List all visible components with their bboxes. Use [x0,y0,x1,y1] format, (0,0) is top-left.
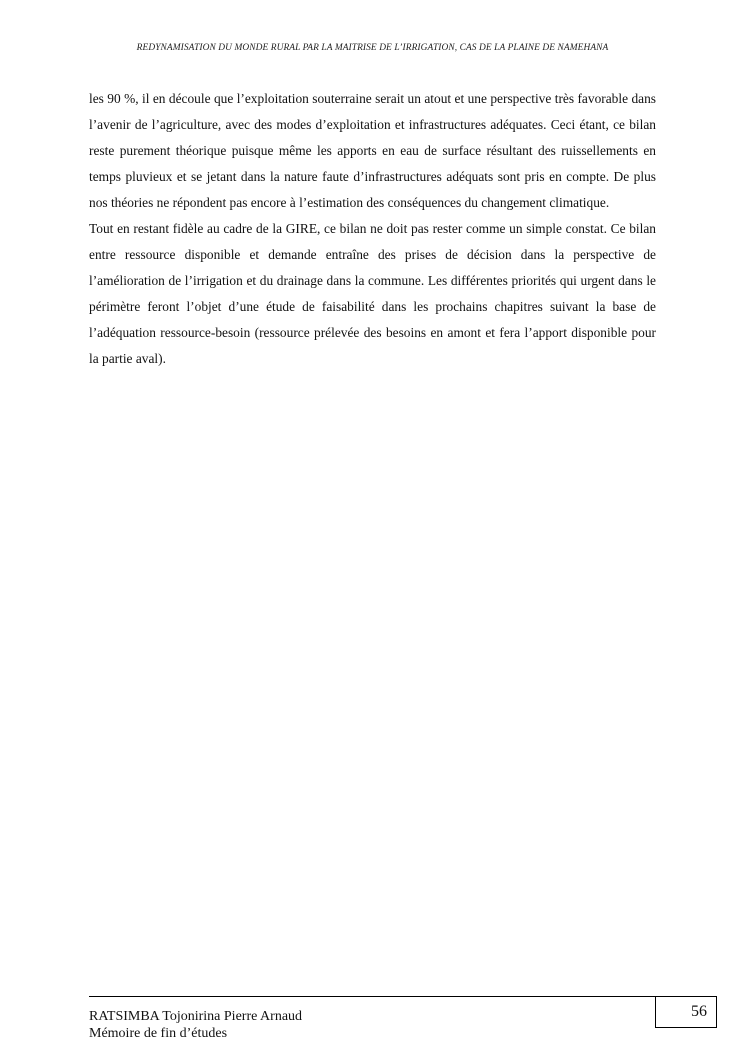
footer-author: RATSIMBA Tojonirina Pierre Arnaud [89,1009,303,1024]
footer-divider [89,996,656,997]
paragraph: les 90 %, il en découle que l’exploitation souterraine serait un atout et une perspective très favorable dans l’avenir de l’agriculture, avec des modes d’exploitation et infrastructures adéquates. Ceci étant, ce bilan reste purement théorique puisque même les apports en eau de surface résultant des ruissellements en temps pluvieux et se jetant dans la nature faute d’infrastructures adéquats sont pris en compte. De plus nos théories ne répondent pas encore à l’estimation des conséquences du changement climatique. [89,91,656,210]
running-header: REDYNAMISATION DU MONDE RURAL PAR LA MAITRISE DE L’IRRIGATION, CAS DE LA PLAINE DE NAMEHANA [136,43,609,53]
page-number: 56 [655,996,717,1028]
footer-subtitle: Mémoire de fin d’études [89,1026,228,1041]
paragraph: Tout en restant fidèle au cadre de la GIRE, ce bilan ne doit pas rester comme un simple constat. Ce bilan entre ressource disponible et demande entraîne des prises de décision dans la perspective de l’amélioration de l’irrigation et du drainage dans la commune. Les différentes priorités qui urgent dans le périmètre feront l’objet d’une étude de faisabilité dans les prochains chapitres suivant la base de l’adéquation ressource-besoin (ressource prélevée des besoins en amont et fera l’apport disponible pour la partie aval). [89,221,656,366]
body-text [89,86,656,372]
